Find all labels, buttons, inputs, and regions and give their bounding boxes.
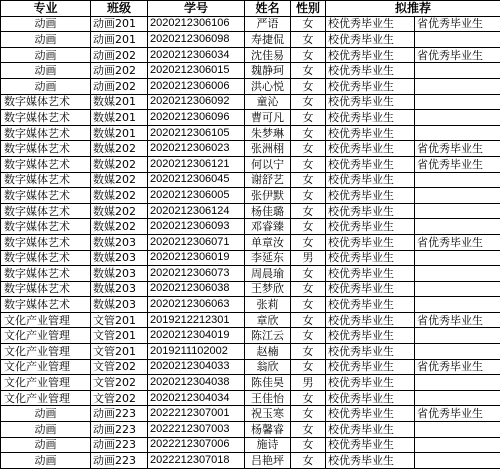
cell-student-id: 2020212306006 [148,78,245,94]
cell-school-award: 校优秀毕业生 [326,312,415,328]
cell-name: 朱梦琳 [245,125,291,141]
cell-province-award [415,281,500,297]
cell-class: 数媒203 [91,266,148,282]
cell-school-award: 校优秀毕业生 [326,78,415,94]
cell-major: 动画 [1,453,91,469]
cell-province-award [415,125,500,141]
cell-name: 严语 [245,16,291,32]
cell-province-award [415,188,500,204]
cell-major: 文化产业管理 [1,344,91,360]
header-recommendation: 拟推荐 [326,1,500,17]
table-row [1,78,500,94]
cell-gender: 男 [291,250,326,266]
cell-school-award: 校优秀毕业生 [326,281,415,297]
table-row [1,156,500,172]
cell-school-award: 校优秀毕业生 [326,141,415,157]
cell-name: 张伊默 [245,188,291,204]
cell-class: 动画223 [91,422,148,438]
cell-gender: 女 [291,110,326,126]
cell-gender: 女 [291,47,326,63]
cell-student-id: 2020212306121 [148,156,245,172]
cell-school-award: 校优秀毕业生 [326,234,415,250]
cell-gender: 女 [291,437,326,453]
cell-name: 祝玉寒 [245,406,291,422]
cell-major: 数字媒体艺术 [1,188,91,204]
cell-major: 数字媒体艺术 [1,219,91,235]
cell-student-id: 2022212307003 [148,422,245,438]
cell-gender: 女 [291,125,326,141]
header-major: 专业 [1,1,91,17]
cell-major: 数字媒体艺术 [1,110,91,126]
cell-gender: 女 [291,32,326,48]
table-row [1,359,500,375]
cell-gender: 女 [291,16,326,32]
cell-class: 文管201 [91,328,148,344]
cell-province-award [415,32,500,48]
table-row [1,219,500,235]
cell-major: 数字媒体艺术 [1,266,91,282]
cell-gender: 女 [291,312,326,328]
cell-province-award [415,422,500,438]
cell-name: 寿捷侃 [245,32,291,48]
table-row [1,312,500,328]
cell-name: 翁欣 [245,359,291,375]
cell-student-id: 2020212306034 [148,47,245,63]
cell-major: 动画 [1,406,91,422]
cell-province-award: 省优秀毕业生 [415,156,500,172]
cell-school-award: 校优秀毕业生 [326,375,415,391]
cell-school-award: 校优秀毕业生 [326,172,415,188]
cell-province-award [415,328,500,344]
cell-gender: 女 [291,172,326,188]
cell-province-award [415,63,500,79]
table-row [1,375,500,391]
cell-school-award: 校优秀毕业生 [326,328,415,344]
cell-major: 动画 [1,422,91,438]
cell-school-award: 校优秀毕业生 [326,250,415,266]
cell-class: 数媒202 [91,219,148,235]
cell-name: 张洲栩 [245,141,291,157]
table-row [1,188,500,204]
table-row [1,328,500,344]
cell-school-award: 校优秀毕业生 [326,406,415,422]
cell-student-id: 2019211102002 [148,344,245,360]
cell-name: 杨佳璐 [245,203,291,219]
cell-school-award: 校优秀毕业生 [326,63,415,79]
cell-name: 童沁 [245,94,291,110]
cell-gender: 女 [291,328,326,344]
cell-class: 数媒202 [91,172,148,188]
table-row [1,172,500,188]
table-row [1,110,500,126]
cell-class: 数媒203 [91,250,148,266]
cell-province-award [415,375,500,391]
table-row [1,281,500,297]
cell-province-award [415,78,500,94]
header-row [1,1,500,17]
cell-province-award [415,437,500,453]
cell-major: 数字媒体艺术 [1,234,91,250]
cell-major: 数字媒体艺术 [1,125,91,141]
cell-school-award: 校优秀毕业生 [326,188,415,204]
table-row [1,203,500,219]
cell-province-award [415,344,500,360]
cell-student-id: 2020212306096 [148,110,245,126]
cell-student-id: 2020212304034 [148,390,245,406]
cell-school-award: 校优秀毕业生 [326,344,415,360]
cell-class: 数媒203 [91,297,148,313]
cell-gender: 女 [291,78,326,94]
table-row [1,453,500,469]
cell-school-award: 校优秀毕业生 [326,219,415,235]
cell-major: 数字媒体艺术 [1,297,91,313]
cell-province-award [415,110,500,126]
cell-school-award: 校优秀毕业生 [326,125,415,141]
cell-school-award: 校优秀毕业生 [326,203,415,219]
cell-gender: 女 [291,203,326,219]
cell-gender: 女 [291,297,326,313]
cell-province-award: 省优秀毕业生 [415,16,500,32]
cell-gender: 女 [291,63,326,79]
cell-province-award [415,203,500,219]
cell-gender: 女 [291,156,326,172]
cell-name: 赵楠 [245,344,291,360]
cell-class: 文管201 [91,344,148,360]
cell-class: 文管202 [91,359,148,375]
cell-province-award: 省优秀毕业生 [415,141,500,157]
cell-name: 章欣 [245,312,291,328]
cell-student-id: 2020212306093 [148,219,245,235]
cell-name: 单章汝 [245,234,291,250]
cell-class: 动画201 [91,16,148,32]
cell-school-award: 校优秀毕业生 [326,110,415,126]
cell-class: 文管202 [91,390,148,406]
cell-major: 文化产业管理 [1,312,91,328]
cell-name: 洪心悦 [245,78,291,94]
cell-school-award: 校优秀毕业生 [326,156,415,172]
header-class: 班级 [91,1,148,17]
cell-school-award: 校优秀毕业生 [326,266,415,282]
table-row [1,297,500,313]
cell-major: 文化产业管理 [1,359,91,375]
cell-province-award: 省优秀毕业生 [415,359,500,375]
table-row [1,47,500,63]
cell-gender: 女 [291,94,326,110]
cell-major: 数字媒体艺术 [1,141,91,157]
cell-major: 数字媒体艺术 [1,94,91,110]
cell-gender: 女 [291,219,326,235]
table-row [1,141,500,157]
cell-class: 动画223 [91,406,148,422]
cell-province-award: 省优秀毕业生 [415,234,500,250]
cell-gender: 女 [291,266,326,282]
cell-name: 张莉 [245,297,291,313]
cell-name: 陈佳昊 [245,375,291,391]
cell-student-id: 2020212306023 [148,141,245,157]
cell-class: 数媒201 [91,125,148,141]
cell-major: 文化产业管理 [1,375,91,391]
cell-name: 曹可凡 [245,110,291,126]
cell-school-award: 校优秀毕业生 [326,359,415,375]
cell-name: 王佳怡 [245,390,291,406]
cell-class: 数媒202 [91,141,148,157]
cell-student-id: 2020212304038 [148,375,245,391]
cell-name: 沈佳易 [245,47,291,63]
cell-province-award: 省优秀毕业生 [415,47,500,63]
cell-class: 数媒203 [91,281,148,297]
cell-name: 吕艳坪 [245,453,291,469]
cell-major: 数字媒体艺术 [1,156,91,172]
cell-province-award [415,390,500,406]
header-student-id: 学号 [148,1,245,17]
cell-major: 动画 [1,47,91,63]
table-row [1,406,500,422]
cell-school-award: 校优秀毕业生 [326,437,415,453]
cell-gender: 女 [291,406,326,422]
cell-major: 数字媒体艺术 [1,172,91,188]
cell-student-id: 2020212304019 [148,328,245,344]
cell-major: 数字媒体艺术 [1,281,91,297]
table-row [1,437,500,453]
table-row [1,63,500,79]
cell-class: 动画201 [91,32,148,48]
table-row [1,125,500,141]
cell-student-id: 2020212306005 [148,188,245,204]
cell-major: 文化产业管理 [1,390,91,406]
cell-province-award [415,266,500,282]
cell-student-id: 2020212306098 [148,32,245,48]
cell-name: 陈江云 [245,328,291,344]
cell-student-id: 2022212307006 [148,437,245,453]
cell-class: 文管201 [91,312,148,328]
cell-class: 动画202 [91,63,148,79]
cell-student-id: 2020212306105 [148,125,245,141]
cell-school-award: 校优秀毕业生 [326,390,415,406]
cell-student-id: 2020212306038 [148,281,245,297]
cell-gender: 女 [291,344,326,360]
table-row [1,94,500,110]
cell-province-award: 省优秀毕业生 [415,312,500,328]
cell-school-award: 校优秀毕业生 [326,16,415,32]
cell-major: 动画 [1,16,91,32]
cell-province-award [415,219,500,235]
cell-name: 邓睿臻 [245,219,291,235]
cell-major: 文化产业管理 [1,328,91,344]
cell-gender: 女 [291,422,326,438]
cell-class: 数媒202 [91,156,148,172]
cell-student-id: 2022212307018 [148,453,245,469]
cell-province-award [415,297,500,313]
cell-class: 动画223 [91,437,148,453]
table-row [1,250,500,266]
cell-class: 数媒201 [91,94,148,110]
cell-province-award [415,453,500,469]
cell-gender: 女 [291,390,326,406]
cell-student-id: 2020212306073 [148,266,245,282]
cell-student-id: 2019212212301 [148,312,245,328]
table-row [1,344,500,360]
cell-name: 何以宁 [245,156,291,172]
cell-major: 动画 [1,78,91,94]
cell-student-id: 2020212306071 [148,234,245,250]
table-row [1,266,500,282]
cell-student-id: 2020212306106 [148,16,245,32]
cell-class: 数媒201 [91,110,148,126]
cell-province-award [415,172,500,188]
cell-major: 数字媒体艺术 [1,250,91,266]
cell-student-id: 2020212304033 [148,359,245,375]
table-body [1,16,500,468]
cell-name: 李延东 [245,250,291,266]
cell-province-award: 省优秀毕业生 [415,406,500,422]
cell-school-award: 校优秀毕业生 [326,94,415,110]
cell-class: 文管202 [91,375,148,391]
cell-school-award: 校优秀毕业生 [326,297,415,313]
cell-name: 周晨瑜 [245,266,291,282]
cell-name: 杨馨睿 [245,422,291,438]
cell-gender: 女 [291,453,326,469]
cell-class: 数媒203 [91,234,148,250]
cell-student-id: 2022212307001 [148,406,245,422]
header-gender: 性别 [291,1,326,17]
cell-student-id: 2020212306045 [148,172,245,188]
cell-student-id: 2020212306063 [148,297,245,313]
cell-name: 施诗 [245,437,291,453]
cell-student-id: 2020212306019 [148,250,245,266]
cell-gender: 男 [291,375,326,391]
cell-major: 数字媒体艺术 [1,203,91,219]
cell-gender: 女 [291,281,326,297]
cell-gender: 女 [291,234,326,250]
cell-province-award [415,250,500,266]
cell-major: 动画 [1,32,91,48]
cell-major: 动画 [1,63,91,79]
cell-class: 数媒202 [91,188,148,204]
cell-name: 王梦欣 [245,281,291,297]
cell-class: 数媒202 [91,203,148,219]
table-row [1,16,500,32]
cell-gender: 女 [291,359,326,375]
cell-student-id: 2020212306015 [148,63,245,79]
cell-class: 动画223 [91,453,148,469]
cell-name: 谢舒艺 [245,172,291,188]
table-row [1,390,500,406]
table-row [1,422,500,438]
cell-school-award: 校优秀毕业生 [326,422,415,438]
cell-name: 魏静珂 [245,63,291,79]
cell-school-award: 校优秀毕业生 [326,453,415,469]
cell-class: 动画202 [91,47,148,63]
cell-major: 动画 [1,437,91,453]
table-row [1,234,500,250]
cell-student-id: 2020212306124 [148,203,245,219]
cell-class: 动画202 [91,78,148,94]
cell-gender: 女 [291,141,326,157]
cell-gender: 女 [291,188,326,204]
cell-student-id: 2020212306092 [148,94,245,110]
cell-province-award [415,94,500,110]
table-row [1,32,500,48]
header-name: 姓名 [245,1,291,17]
cell-school-award: 校优秀毕业生 [326,32,415,48]
cell-school-award: 校优秀毕业生 [326,47,415,63]
